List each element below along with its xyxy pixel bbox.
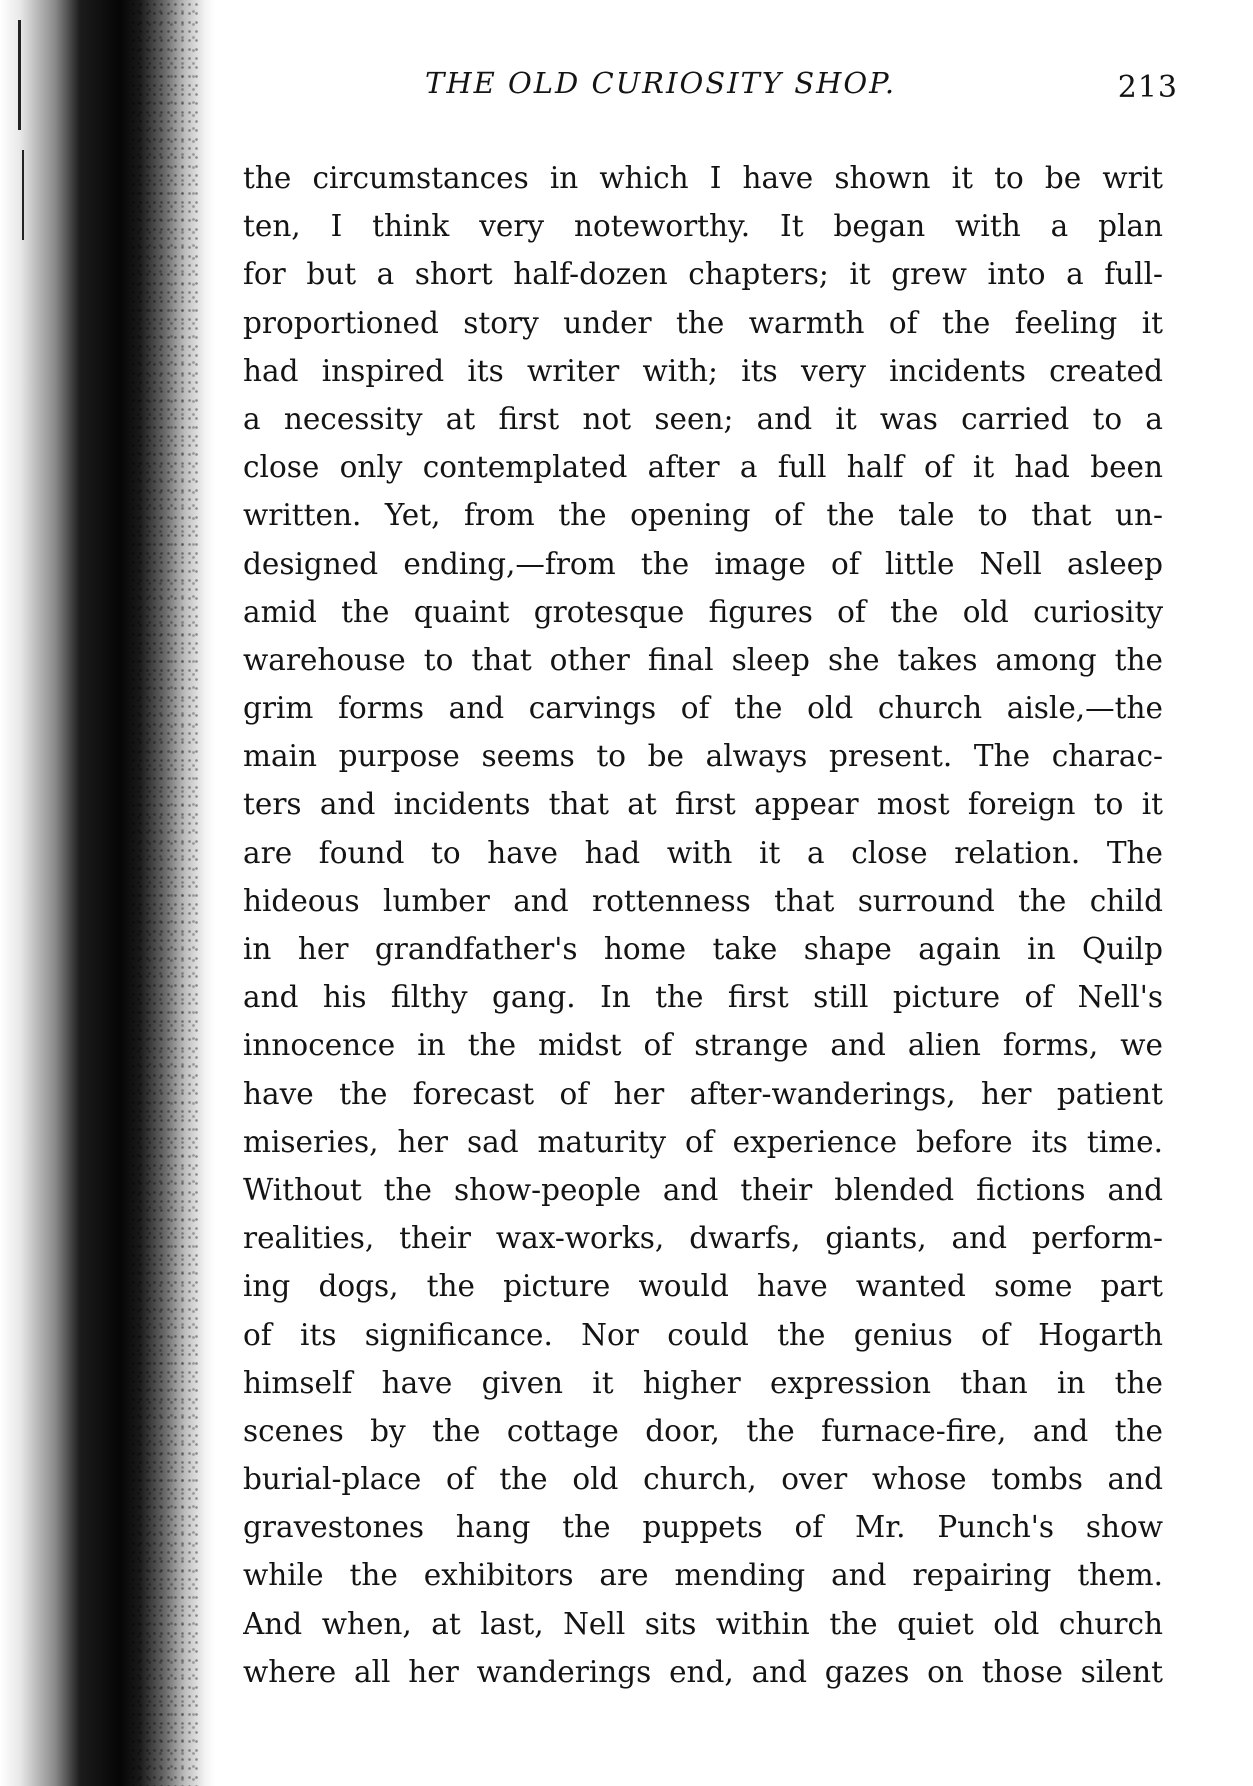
- text-line: designed ending,—from the image of little Nell asleep: [243, 546, 1163, 581]
- gutter-edge-mark: [18, 20, 21, 130]
- text-line: of its significance. Nor could the genius of Hogarth: [243, 1317, 1163, 1352]
- running-header: [240, 66, 1178, 116]
- text-line: scenes by the cottage door, the furnace-fire, and the: [243, 1413, 1163, 1448]
- text-line: warehouse to that other final sleep she takes among the: [243, 642, 1163, 677]
- text-line: for but a short half-dozen chapters; it grew into a full-: [243, 257, 1163, 292]
- text-line: while the exhibitors are mending and repairing them.: [243, 1558, 1163, 1593]
- text-line: and his filthy gang. In the first still picture of Nell's: [243, 980, 1163, 1015]
- text-line: amid the quaint grotesque figures of the old curiosity: [243, 594, 1163, 629]
- text-line: in her grandfather's home take shape again in Quilp: [243, 932, 1163, 966]
- page-number: 213: [1117, 70, 1178, 105]
- text-line: Without the show-people and their blended fictions and: [243, 1172, 1163, 1207]
- text-line: miseries, her sad maturity of experience before its time.: [243, 1124, 1163, 1159]
- text-line: innocence in the midst of strange and alien forms, we: [243, 1028, 1163, 1063]
- text-line: had inspired its writer with; its very incidents created: [243, 353, 1163, 388]
- text-line: grim forms and carvings of the old church aisle,—the: [243, 691, 1163, 726]
- text-line: hideous lumber and rottenness that surround the child: [243, 883, 1163, 918]
- text-line: have the forecast of her after-wanderings, her patient: [243, 1076, 1163, 1111]
- text-line: a necessity at first not seen; and it was carried to a: [243, 401, 1163, 436]
- text-line: himself have given it higher expression than in the: [243, 1365, 1163, 1400]
- text-line: gravestones hang the puppets of Mr. Punch's show: [243, 1510, 1163, 1545]
- text-line: burial-place of the old church, over whose tombs and: [243, 1462, 1163, 1497]
- text-line: proportioned story under the warmth of the feeling it: [243, 305, 1163, 340]
- text-line: realities, their wax-works, dwarfs, giants, and perform-: [243, 1221, 1163, 1256]
- text-line: are found to have had with it a close relation. The: [243, 835, 1163, 870]
- text-line: ten, I think very noteworthy. It began with a plan: [243, 209, 1163, 244]
- text-line: ing dogs, the picture would have wanted some part: [243, 1269, 1163, 1304]
- text-line: where all her wanderings end, and gazes on those silent: [243, 1654, 1163, 1689]
- text-line: the circumstances in which I have shown it to be writ: [243, 161, 1163, 195]
- gutter-edge-mark: [22, 150, 24, 240]
- text-line: written. Yet, from the opening of the tale to that un-: [243, 498, 1163, 533]
- text-line: ters and incidents that at first appear most foreign to it: [243, 787, 1163, 822]
- gutter-scan-noise: [130, 0, 200, 1786]
- text-line: main purpose seems to be always present. The charac-: [243, 739, 1163, 774]
- text-line: And when, at last, Nell sits within the quiet old church: [243, 1606, 1163, 1641]
- body-text: [243, 154, 1163, 1696]
- text-line: close only contemplated after a full half of it had been: [243, 450, 1163, 485]
- running-title: THE OLD CURIOSITY SHOP.: [425, 66, 897, 100]
